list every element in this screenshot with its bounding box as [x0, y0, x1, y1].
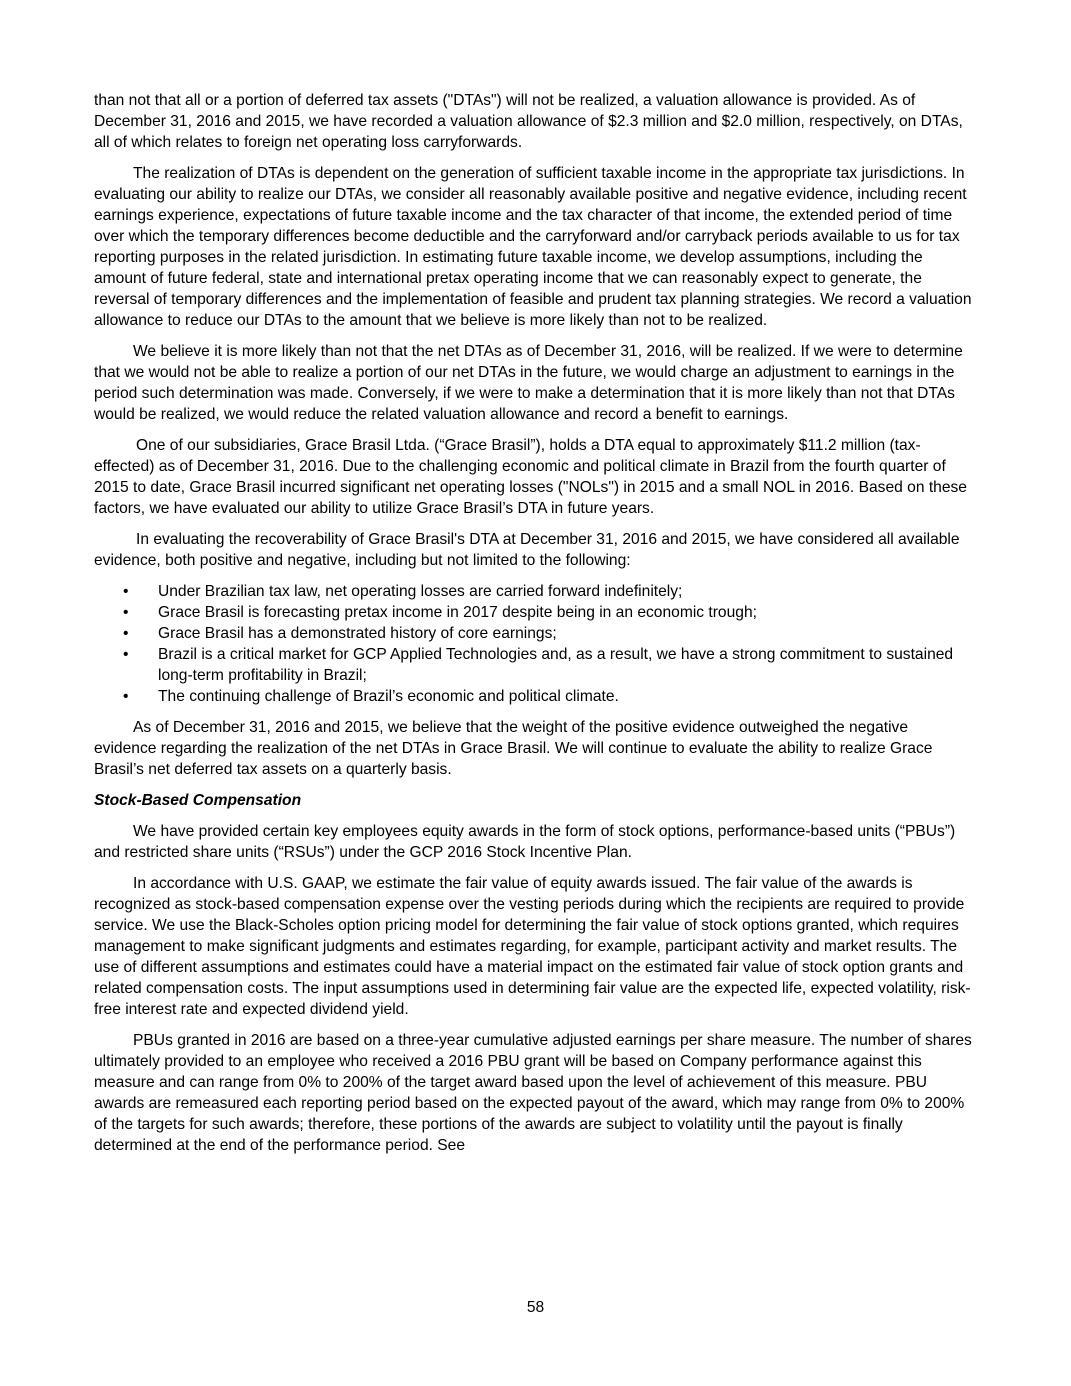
- paragraph-recoverability: In evaluating the recoverability of Grace Brasil's DTA at December 31, 2016 and 2015, we have considered all available evidence, both positive and negative, including but not limited to the following:: [94, 531, 960, 569]
- paragraph-fair-value: In accordance with U.S. GAAP, we estimate the fair value of equity awards issued. The fair value of the awards is recognized as stock-based compensation expense over the vesting periods during which the recipients are required to provide service. We use the Black-Scholes option pricing model for determining the fair value of stock options granted, which requires management to make significant judgments and estimates regarding, for example, participant activity and market results. The use of different assumptions and estimates could have a material impact on the estimated fair value of stock option grants and related compensation costs. The input assumptions used in determining fair value are the expected life, expected volatility, risk-free interest rate and expected dividend yield.: [94, 875, 971, 1018]
- list-item: [94, 581, 974, 602]
- bullet-icon: •: [123, 688, 129, 705]
- bullet-icon: •: [123, 625, 129, 642]
- list-item: [94, 623, 974, 644]
- paragraph-net-dtas-belief: We believe it is more likely than not that the net DTAs as of December 31, 2016, will be realized. If we were to determine that we would not be able to realize a portion of our net DTAs in the future, we would charge an adjustment to earnings in the period such determination was made. Conversely, if we were to make a determination that it is more likely than not that DTAs would be realized, we would reduce the related valuation allowance and record a benefit to earnings.: [94, 343, 963, 423]
- paragraph-equity-awards: We have provided certain key employees equity awards in the form of stock options, performance-based units (“PBUs”) and restricted share units (“RSUs”) under the GCP 2016 Stock Incentive Plan.: [94, 823, 956, 861]
- paragraph-valuation-allowance: than not that all or a portion of deferred tax assets ("DTAs") will not be realized, a valuation allowance is provided. As of December 31, 2016 and 2015, we have recorded a valuation allowance of $2.3 million and $2.0 million, respectively, on DTAs, all of which relates to foreign net operating loss carryforwards.: [94, 92, 963, 151]
- bullet-icon: •: [123, 583, 129, 600]
- bullet-icon: •: [123, 604, 129, 621]
- paragraph-grace-brasil-dta: One of our subsidiaries, Grace Brasil Ltda. (“Grace Brasil”), holds a DTA equal to approximately $11.2 million (tax-effected) as of December 31, 2016. Due to the challenging economic and political climate in Brazil from the fourth quarter of 2015 to date, Grace Brasil incurred significant net operating losses ("NOLs") in 2015 and a small NOL in 2016. Based on these factors, we have evaluated our ability to utilize Grace Brasil’s DTA in future years.: [94, 437, 967, 517]
- list-item: [94, 686, 974, 707]
- document-page: [94, 90, 974, 1166]
- evidence-bullet-list: [94, 581, 974, 707]
- list-item-text: Under Brazilian tax law, net operating losses are carried forward indefinitely;: [158, 583, 683, 600]
- list-item-text: Grace Brasil is forecasting pretax income in 2017 despite being in an economic trough;: [158, 604, 757, 621]
- paragraph-pbus: PBUs granted in 2016 are based on a three-year cumulative adjusted earnings per share measure. The number of shares ultimately provided to an employee who received a 2016 PBU grant will be based on Company performance against this measure and can range from 0% to 200% of the target award based upon the level of achievement of this measure. PBU awards are remeasured each reporting period based on the expected payout of the award, which may range from 0% to 200% of the targets for such awards; therefore, these portions of the awards are subject to volatility until the payout is finally determined at the end of the performance period. See: [94, 1032, 972, 1154]
- bullet-icon: •: [123, 646, 129, 663]
- section-heading: Stock-Based Compensation: [94, 792, 302, 809]
- list-item: [94, 602, 974, 623]
- page-number: 58: [526, 1299, 545, 1316]
- list-item: [94, 644, 974, 686]
- list-item-text: Grace Brasil has a demonstrated history of core earnings;: [158, 625, 557, 642]
- paragraph-realization-of-dtas: The realization of DTAs is dependent on the generation of sufficient taxable income in the appropriate tax jurisdictions. In evaluating our ability to realize our DTAs, we consider all reasonably available positive and negative evidence, including recent earnings experience, expectations of future taxable income and the tax character of that income, the extended period of time over which the temporary differences become deductible and the carryforward and/or carryback periods available to us for tax reporting purposes in the related jurisdiction. In estimating future taxable income, we develop assumptions, including the amount of future federal, state and international pretax operating income that we can reasonably expect to generate, the reversal of temporary differences and the implementation of feasible and prudent tax planning strategies. We record a valuation allowance to reduce our DTAs to the amount that we believe is more likely than not to be realized.: [94, 165, 972, 329]
- list-item-text: Brazil is a critical market for GCP Applied Technologies and, as a result, we have a strong commitment to sustained long-term profitability in Brazil;: [158, 646, 954, 684]
- paragraph-positive-evidence: As of December 31, 2016 and 2015, we believe that the weight of the positive evidence outweighed the negative evidence regarding the realization of the net DTAs in Grace Brasil. We will continue to evaluate the ability to realize Grace Brasil’s net deferred tax assets on a quarterly basis.: [94, 719, 933, 778]
- list-item-text: The continuing challenge of Brazil’s economic and political climate.: [158, 688, 619, 705]
